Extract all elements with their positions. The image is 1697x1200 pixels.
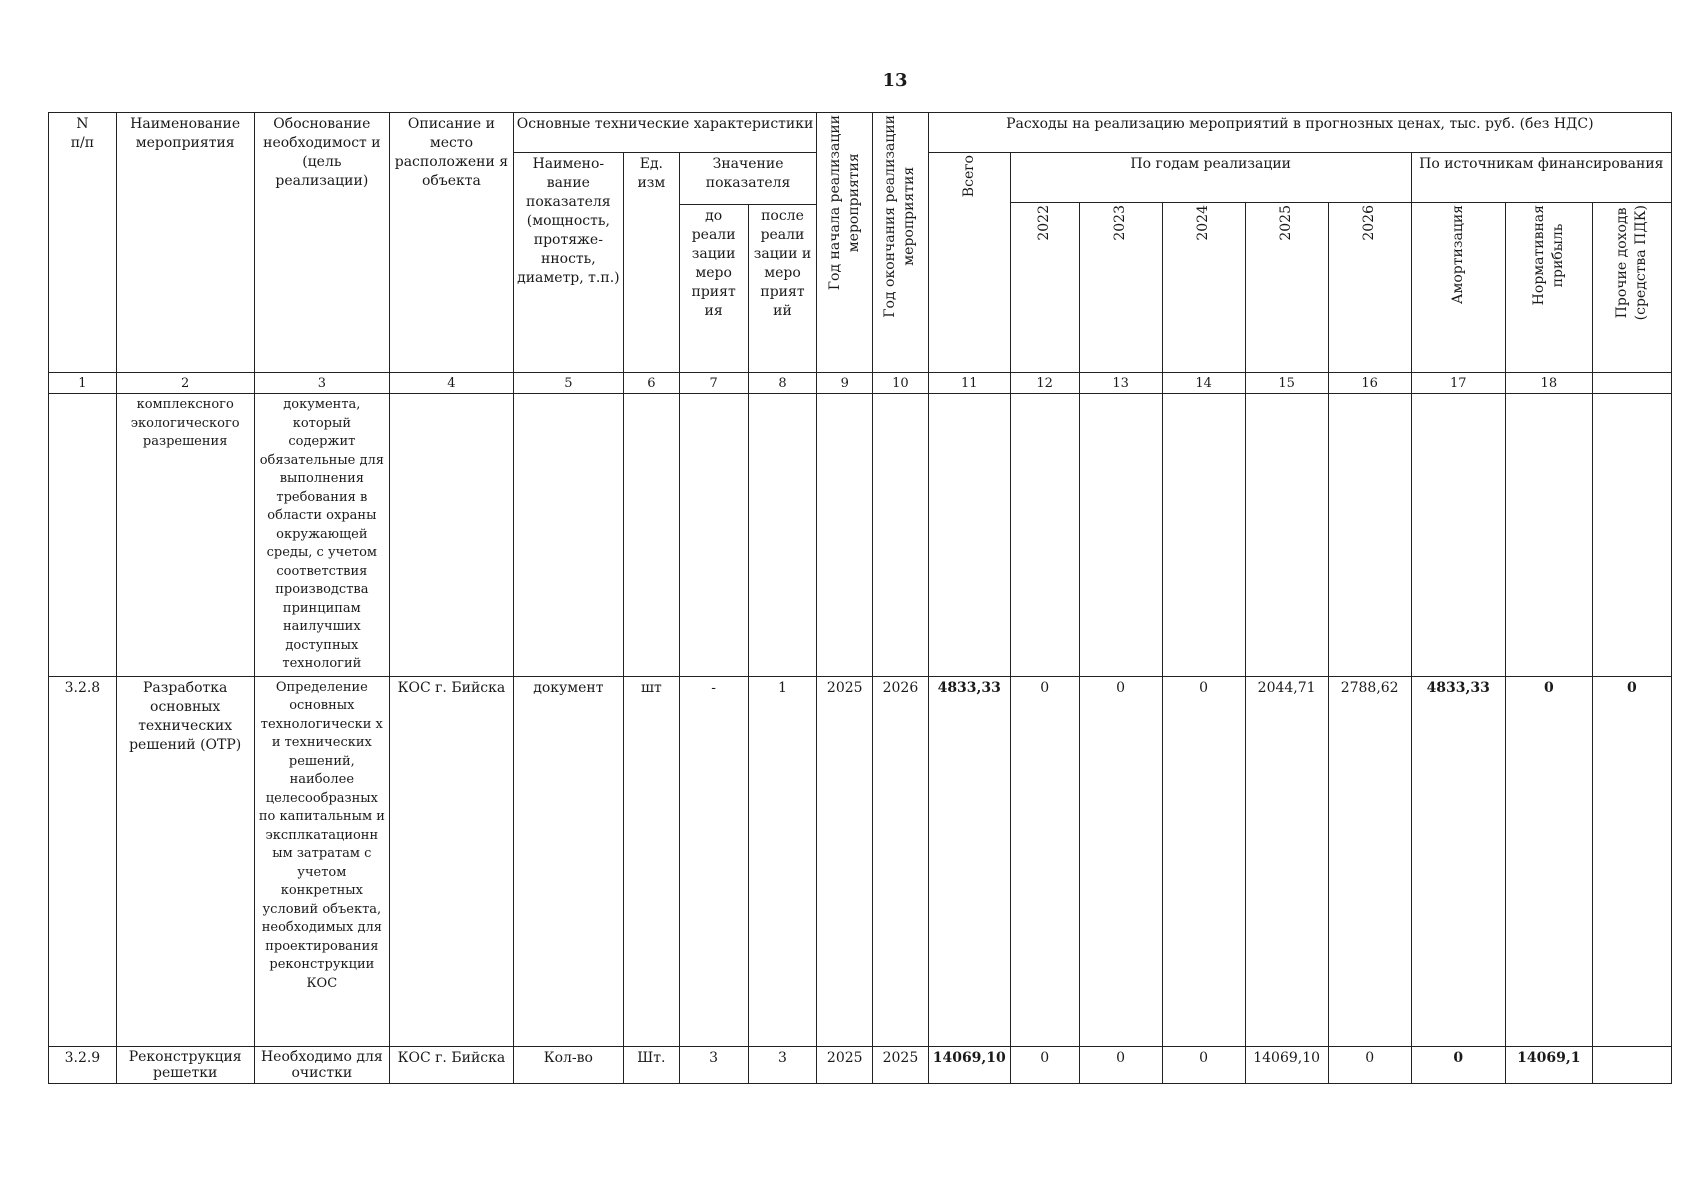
- cell-other: 0: [1592, 676, 1671, 1046]
- cell-2022: 0: [1010, 1046, 1079, 1083]
- cell-profit: 14069,1: [1505, 1046, 1592, 1083]
- header-row-1: [49, 113, 1672, 153]
- cell-name: Реконструкция решетки: [116, 1046, 254, 1083]
- col-num: 14: [1162, 373, 1245, 394]
- column-numbers-row: [49, 373, 1672, 394]
- col-num: 9: [817, 373, 873, 394]
- cell-name: комплексного экологического разрешения: [116, 394, 254, 677]
- cell-unit: шт: [624, 676, 680, 1046]
- header-year-2024: 2024: [1162, 203, 1245, 373]
- cell-unit: [624, 394, 680, 677]
- cell-2025: 14069,10: [1245, 1046, 1328, 1083]
- col-num: 17: [1411, 373, 1505, 394]
- cell-place: КОС г. Бийска: [390, 1046, 514, 1083]
- col-num: [1592, 373, 1671, 394]
- cell-start: 2025: [817, 676, 873, 1046]
- table-row: [49, 394, 1672, 677]
- cell-total: [928, 394, 1010, 677]
- cell-2025: 2044,71: [1245, 676, 1328, 1046]
- cell-amortization: 0: [1411, 1046, 1505, 1083]
- cell-reason: Определение основных технологически х и технических решений, наиболее целесообразных по капитальным и эксплкатационн ым затратам с учетом конкретных условий объекта, необходимых для проектирования реконструкции КОС: [254, 676, 390, 1046]
- col-num: 10: [873, 373, 929, 394]
- cell-end: 2026: [873, 676, 929, 1046]
- col-num: 13: [1079, 373, 1162, 394]
- cell-other: [1592, 1046, 1671, 1083]
- header-by-sources: По источникам финансирования: [1411, 153, 1671, 203]
- table-row: [49, 1046, 1672, 1083]
- header-description: Описание и место расположени я объекта: [390, 113, 514, 373]
- cell-start: 2025: [817, 1046, 873, 1083]
- header-reason: Обоснование необходимост и (цель реализации): [254, 113, 390, 373]
- col-num: 3: [254, 373, 390, 394]
- col-num: 8: [748, 373, 817, 394]
- cell-profit: 0: [1505, 676, 1592, 1046]
- cell-total: 4833,33: [928, 676, 1010, 1046]
- cell-place: [390, 394, 514, 677]
- header-end-year: Год окончания реализации мероприятия: [873, 113, 929, 373]
- col-num: 1: [49, 373, 117, 394]
- cell-before: -: [679, 676, 748, 1046]
- header-start-year: Год начала реализации мероприятия: [817, 113, 873, 373]
- header-indicator-name: Наимено-вание показателя (мощность, протяже-нность, диаметр, т.п.): [513, 153, 623, 373]
- investment-program-table: [48, 112, 1672, 1084]
- cell-unit: Шт.: [624, 1046, 680, 1083]
- cell-reason: документа, который содержит обязательные для выполнения требования в области охраны окружающей среды, с учетом соответствия производства принципам наилучших доступных технологий: [254, 394, 390, 677]
- cell-total: 14069,10: [928, 1046, 1010, 1083]
- cell-start: [817, 394, 873, 677]
- cell-other: [1592, 394, 1671, 677]
- header-costs-group: Расходы на реализацию мероприятий в прогнозных ценах, тыс. руб. (без НДС): [928, 113, 1671, 153]
- table-row: [49, 676, 1672, 1046]
- cell-2023: 0: [1079, 1046, 1162, 1083]
- col-num: 18: [1505, 373, 1592, 394]
- cell-place: КОС г. Бийска: [390, 676, 514, 1046]
- col-num: 11: [928, 373, 1010, 394]
- header-before: до реали зации меро прият ия: [679, 205, 748, 373]
- cell-indicator: [513, 394, 623, 677]
- cell-2022: [1010, 394, 1079, 677]
- header-year-2026: 2026: [1328, 203, 1411, 373]
- cell-amortization: 4833,33: [1411, 676, 1505, 1046]
- header-year-2022: 2022: [1010, 203, 1079, 373]
- cell-reason: Необходимо для очистки: [254, 1046, 390, 1083]
- header-profit: Нормативная прибыль: [1505, 203, 1592, 373]
- header-value-group: Значение показателя: [679, 153, 817, 205]
- cell-amortization: [1411, 394, 1505, 677]
- header-unit: Ед. изм: [624, 153, 680, 373]
- cell-after: 1: [748, 676, 817, 1046]
- cell-before: 3: [679, 1046, 748, 1083]
- header-by-years: По годам реализации: [1010, 153, 1411, 203]
- cell-2024: [1162, 394, 1245, 677]
- col-num: 2: [116, 373, 254, 394]
- cell-end: [873, 394, 929, 677]
- header-num: N п/п: [49, 113, 117, 373]
- cell-2026: 2788,62: [1328, 676, 1411, 1046]
- cell-num: 3.2.8: [49, 676, 117, 1046]
- cell-before: [679, 394, 748, 677]
- col-num: 7: [679, 373, 748, 394]
- cell-num: 3.2.9: [49, 1046, 117, 1083]
- header-after: после реали зации и меро прият ий: [748, 205, 817, 373]
- cell-2023: 0: [1079, 676, 1162, 1046]
- header-name: Наименование мероприятия: [116, 113, 254, 373]
- cell-2024: 0: [1162, 676, 1245, 1046]
- cell-2025: [1245, 394, 1328, 677]
- cell-2026: 0: [1328, 1046, 1411, 1083]
- cell-2026: [1328, 394, 1411, 677]
- col-num: 12: [1010, 373, 1079, 394]
- cell-2022: 0: [1010, 676, 1079, 1046]
- cell-name: Разработка основных технических решений (ОТР): [116, 676, 254, 1046]
- col-num: 16: [1328, 373, 1411, 394]
- cell-indicator: документ: [513, 676, 623, 1046]
- cell-after: [748, 394, 817, 677]
- col-num: 4: [390, 373, 514, 394]
- cell-2023: [1079, 394, 1162, 677]
- cell-profit: [1505, 394, 1592, 677]
- col-num: 5: [513, 373, 623, 394]
- header-total: Всего: [928, 153, 1010, 373]
- header-other: Прочие доходв (средства ПДК): [1592, 203, 1671, 373]
- cell-after: 3: [748, 1046, 817, 1083]
- header-amortization: Амортизация: [1411, 203, 1505, 373]
- col-num: 6: [624, 373, 680, 394]
- header-year-2025: 2025: [1245, 203, 1328, 373]
- cell-num: [49, 394, 117, 677]
- cell-end: 2025: [873, 1046, 929, 1083]
- col-num: 15: [1245, 373, 1328, 394]
- cell-2024: 0: [1162, 1046, 1245, 1083]
- header-tech-group: Основные технические характеристики: [513, 113, 817, 153]
- header-year-2023: 2023: [1079, 203, 1162, 373]
- page-number: 13: [882, 70, 908, 91]
- cell-indicator: Кол-во: [513, 1046, 623, 1083]
